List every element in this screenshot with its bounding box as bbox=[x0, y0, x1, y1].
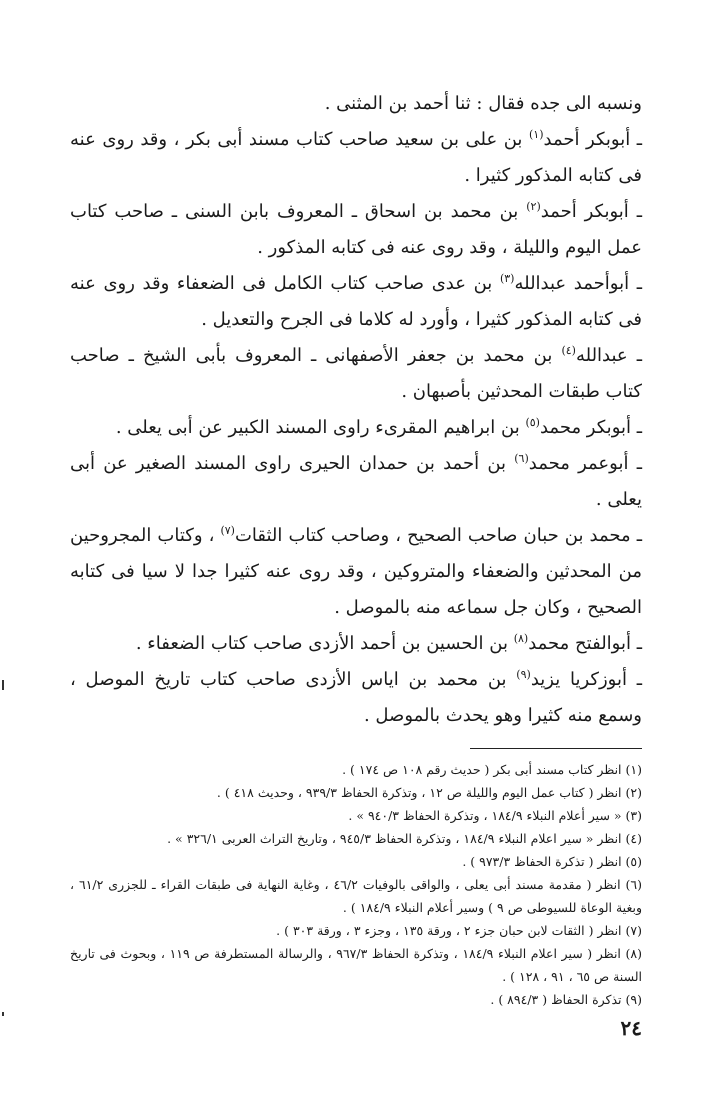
margin-mark bbox=[2, 680, 4, 690]
footnote-ref: (٨) bbox=[513, 632, 529, 645]
footnote-ref: (٩) bbox=[516, 668, 531, 681]
footnote-ref: (٤) bbox=[561, 344, 576, 357]
footnote-7: (٧) انظر ( الثقات لابن حبان جزء ٢ ، ورقة ١٣٥ ، وجزء ٣ ، ورقة ٣٠٣ ) . bbox=[276, 923, 642, 938]
paragraph-text: بن ابراهيم المقرىء راوى المسند الكبير عن أبى يعلى . bbox=[115, 417, 526, 438]
paragraph-7 bbox=[70, 518, 642, 626]
margin-mark bbox=[2, 1012, 4, 1016]
narrator-name: ـ عبدالله bbox=[575, 345, 642, 366]
footnote-ref: (٣) bbox=[499, 272, 515, 285]
footnotes bbox=[70, 758, 642, 1011]
paragraph-text: بن أحمد بن حمدان الحيرى راوى المسند الصغير عن أبى يعلى . bbox=[70, 453, 642, 510]
footnote-5: (٥) انظر ( تذكرة الحفاظ ٩٧٣/٣ ) . bbox=[462, 854, 642, 869]
paragraph-0 bbox=[70, 86, 642, 122]
narrator-name: ـ أبوالفتح محمد bbox=[528, 633, 642, 654]
paragraph-text: ، وكتاب المجروحين من المحدثين والضعفاء والمتروكين ، وقد روى عنه كثيرا جدا لا سيا فى كتابه الصحيح ، وكان جل سماعه منه بالموصل . bbox=[70, 525, 642, 618]
footnote-ref: (٥) bbox=[525, 416, 540, 429]
footnote-3: (٣) « سير أعلام النبلاء ١٨٤/٩ ، وتذكرة الحفاظ ٩٤٠/٣ » . bbox=[348, 808, 642, 823]
footnote-8: (٨) انظر ( سير اعلام النبلاء ١٨٤/٩ ، وتذكرة الحفاظ ٩٦٧/٣ ، والرسالة المستطرفة ص ١١٩ ، وبحوث فى تاريخ السنة ص ٦٥ ، ٩١ ، ١٢٨ ) . bbox=[70, 946, 642, 984]
narrator-name: ـ أبوزكريا يزيد bbox=[530, 669, 642, 690]
paragraph-5 bbox=[70, 410, 642, 446]
paragraph-text: بن الحسين بن أحمد الأزدى صاحب كتاب الضعفاء . bbox=[135, 633, 514, 654]
paragraph-2 bbox=[70, 194, 642, 266]
narrator-name: ـ أبوبكر أحمد bbox=[543, 129, 643, 150]
paragraph-3 bbox=[70, 266, 642, 338]
footnote-9: (٩) تذكرة الحفاظ ( ٨٩٤/٣ ) . bbox=[490, 992, 642, 1007]
paragraph-1 bbox=[70, 122, 642, 194]
paragraph-text: بن محمد بن جعفر الأصفهانى ـ المعروف بأبى الشيخ ـ صاحب كتاب طبقات المحدثين بأصبهان . bbox=[70, 345, 642, 402]
main-text bbox=[70, 86, 642, 734]
paragraph-text: ونسبه الى جده فقال : ثنا أحمد بن المثنى . bbox=[324, 93, 642, 114]
footnote-ref: (٢) bbox=[526, 200, 541, 213]
paragraph-8 bbox=[70, 626, 642, 662]
narrator-name: ـ أبوبكر محمد bbox=[539, 417, 642, 438]
footnote-6: (٦) انظر ( مقدمة مسند أبى يعلى ، والواقى بالوفيات ٤٦/٢ ، وغاية النهاية فى طبقات القراء ـ للجزرى ٦١/٢ ، وبغية الوعاة للسيوطى ص ٩ ) وسير أعلام النبلاء ١٨٤/٩ ) . bbox=[70, 877, 642, 915]
footnote-1: (١) انظر كتاب مسند أبى بكر ( حديث رقم ١٠٨ ص ١٧٤ ) . bbox=[342, 762, 642, 777]
footnote-2: (٢) انظر ( كتاب عمل اليوم والليلة ص ١٢ ، وتذكرة الحفاظ ٩٣٩/٣ ، وحديث ٤١٨ ) . bbox=[216, 785, 642, 800]
paragraph-text: بن محمد بن اسحاق ـ المعروف بابن السنى ـ صاحب كتاب عمل اليوم والليلة ، وقد روى عنه فى كتابه المذكور . bbox=[70, 201, 642, 258]
paragraph-text: بن على بن سعيد صاحب كتاب مسند أبى بكر ، وقد روى عنه فى كتابه المذكور كثيرا . bbox=[70, 129, 642, 186]
footnote-ref: (١) bbox=[528, 128, 544, 141]
footnote-divider bbox=[470, 748, 642, 749]
footnote-ref: (٦) bbox=[514, 452, 529, 465]
paragraph-text: بن عدى صاحب كتاب الكامل فى الضعفاء وقد روى عنه فى كتابه المذكور كثيرا ، وأورد له كلاما فى الجرح والتعديل . bbox=[70, 273, 642, 330]
narrator-name: ـ محمد بن حبان صاحب الصحيح ، وصاحب كتاب الثقات bbox=[234, 525, 642, 546]
narrator-name: ـ أبوعمر محمد bbox=[528, 453, 642, 474]
paragraph-9 bbox=[70, 662, 642, 734]
narrator-name: ـ أبوبكر أحمد bbox=[540, 201, 642, 222]
footnote-4: (٤) انظر « سير اعلام النبلاء ١٨٤/٩ ، وتذكرة الحفاظ ٩٤٥/٣ ، وتاريخ التراث العربى ٣٢٦/١ » . bbox=[167, 831, 642, 846]
paragraph-6 bbox=[70, 446, 642, 518]
footnote-ref: (٧) bbox=[220, 524, 235, 537]
paragraph-4 bbox=[70, 338, 642, 410]
page-number: ٢٤ bbox=[620, 1016, 642, 1040]
narrator-name: ـ أبوأحمد عبدالله bbox=[514, 273, 642, 294]
paragraph-text: بن محمد بن اياس الأزدى صاحب كتاب تاريخ الموصل ، وسمع منه كثيرا وهو يحدث بالموصل . bbox=[70, 669, 642, 726]
